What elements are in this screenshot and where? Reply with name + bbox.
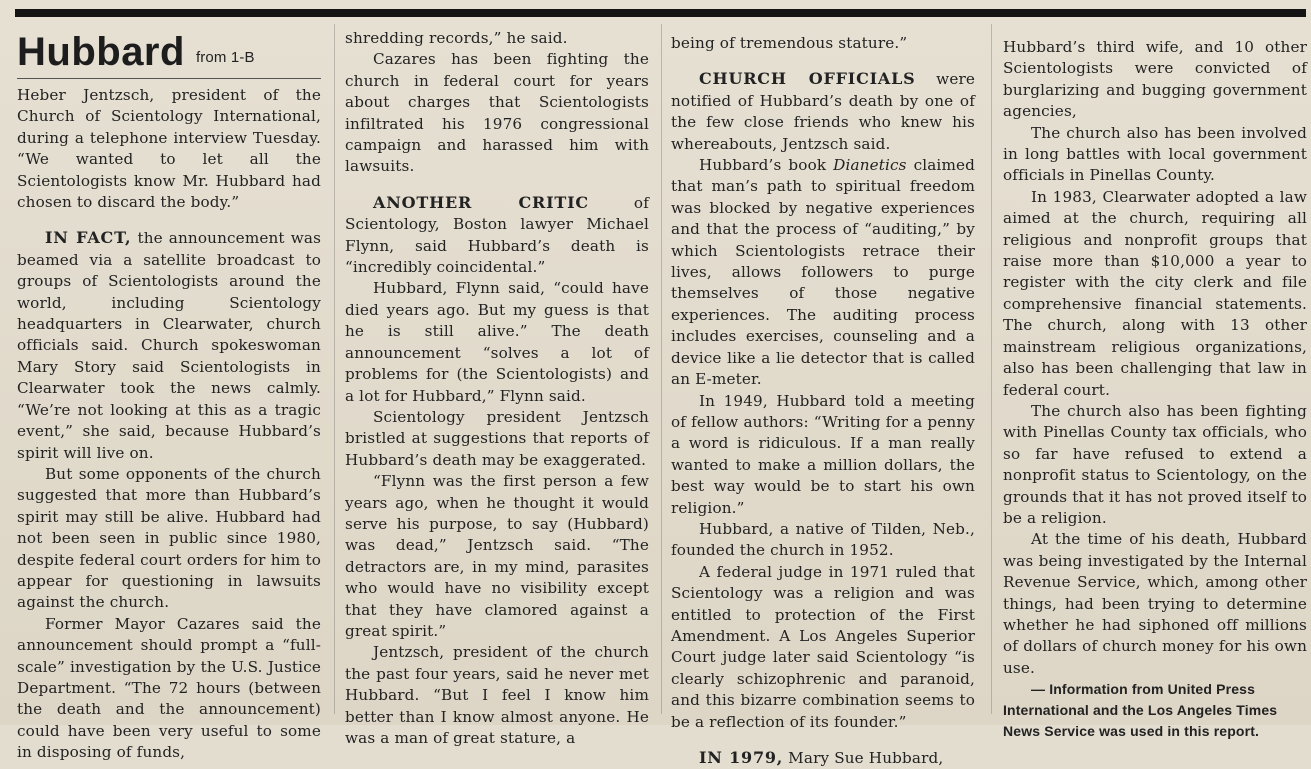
paragraph: Cazares has been fighting the church in federal court for years about charges that Scientologists infiltrated his 1976 congressional campaign and harassed him with lawsuits. <box>345 50 649 176</box>
paragraph: In 1983, Clearwater adopted a law aimed at the church, requiring all religious and nonprofit groups that raise more than $10,000 a year to register with the city clerk and file comprehensive financial statements. The church, along with 13 other mainstream religious organizations, also has been challenging that law in federal court. <box>1003 187 1307 399</box>
column-divider <box>991 24 992 714</box>
paragraph: IN 1979, Mary Sue Hubbard, <box>699 748 944 767</box>
top-rule <box>15 9 1306 17</box>
paragraph: Hubbard’s book Dianetics claimed that man’s path to spiritual freedom was blocked by negative experiences and that the process of “auditing,” by which Scientologists retrace their lives, allows followers to purge themselves of those negative experiences. The auditing process includes exercises, counseling and a device like a lie detector that is called an E-meter. <box>671 156 975 389</box>
lead-in: IN FACT, <box>45 228 132 248</box>
book-title: Dianetics <box>833 156 907 175</box>
paragraph: Heber Jentzsch, president of the Church of Scientology International, during a telephone interview Tuesday. “We wanted to let all the Scientologists know Mr. Hubbard had chosen to discard the body.” <box>17 86 321 212</box>
paragraph: Former Mayor Cazares said the announcement should prompt a “full-scale” investigation by the U.S. Justice Department. “The 72 hours (between the death and the announcement) could have been very useful to some in disposing of funds, <box>17 614 321 762</box>
column-1 <box>17 28 321 764</box>
column-divider <box>661 24 662 714</box>
paragraph: ANOTHER CRITIC of Scientology, Boston lawyer Michael Flynn, said Hubbard’s death is “incredibly coincidental.” <box>345 192 649 277</box>
lead-in: IN 1979, <box>699 748 784 767</box>
paragraph: Jentzsch, president of the church the past four years, said he never met Hubbard. “But I feel I know him better than I know almost anyone. He was a man of great stature, a <box>345 643 649 747</box>
paragraph: IN FACT, the announcement was beamed via a satellite broadcast to groups of Scientologists around the world, including Scientology headquarters in Clearwater, church officials said. Church spokeswoman Mary Story said Scientologists in Clearwater took the news calmly. “We’re not looking at this as a tragic event,” she said, because Hubbard’s spirit will live on. <box>17 228 322 462</box>
paragraph: But some opponents of the church suggested that more than Hubbard’s spirit may still be alive. Hubbard had not been seen in public since 1980, despite federal court orders for him to appear for questioning in lawsuits against the church. <box>17 464 321 612</box>
headline-jump: from 1-B <box>195 48 255 66</box>
paragraph: A federal judge in 1971 ruled that Scientology was a religion and was entitled to protection of the First Amendment. A Los Angeles Superior Court judge later said Scientology “is clearly schizophrenic and paranoid, and this bizarre combination seems to be a reflection of its founder.” <box>671 562 975 731</box>
paragraph: The church also has been fighting with Pinellas County tax officials, who so far have refused to extend a nonprofit status to Scientology, on the grounds that it has not proved itself to be a religion. <box>1003 401 1307 527</box>
paragraph: Hubbard, Flynn said, “could have died years ago. But my guess is that he is still alive.” The death announcement “solves a lot of problems for (the Scientologists) and a lot for Hubbard,” Flynn said. <box>345 279 649 405</box>
paragraph: being of tremendous stature.” <box>671 34 908 52</box>
paragraph: At the time of his death, Hubbard was being investigated by the Internal Revenue Service, which, among other things, had been trying to determine whether he had siphoned off millions of dollars of church money for his own use. <box>1003 530 1307 677</box>
paragraph: In 1949, Hubbard told a meeting of fellow authors: “Writing for a penny a word is ridiculous. If a man really wanted to make a million dollars, the best way would be to start his own religion.” <box>671 391 975 517</box>
column-3 <box>671 33 975 769</box>
paragraph: Scientology president Jentzsch bristled at suggestions that reports of Hubbard’s death may be exaggerated. <box>345 407 649 469</box>
paragraph: shredding records,” he said. <box>345 29 568 47</box>
paragraph: “Flynn was the first person a few years ago, when he thought it would serve his purpose, to say (Hubbard) was dead,” Jentzsch said. “The detractors are, in my mind, parasites who would have no visibility except that they have clamored against a great spirit.” <box>345 472 649 640</box>
paragraph: Hubbard’s third wife, and 10 other Scientologists were convicted of burglarizing and bugging government agencies, <box>1003 38 1307 121</box>
headline-title: Hubbard <box>17 30 185 74</box>
lead-in: CHURCH OFFICIALS <box>699 69 916 89</box>
headline <box>17 28 321 79</box>
column-divider <box>334 24 335 714</box>
source-credit: — Information from United Press International and the Los Angeles Times News Service was used in this report. <box>1003 681 1278 740</box>
paragraph: The church also has been involved in long battles with local government officials in Pinellas County. <box>1003 123 1307 185</box>
column-2 <box>345 28 649 749</box>
column-4 <box>1003 37 1307 742</box>
lead-in: ANOTHER CRITIC <box>373 192 589 212</box>
paragraph: CHURCH OFFICIALS were notified of Hubbard’s death by one of the few close friends who knew his whereabouts, Jentzsch said. <box>671 69 976 153</box>
paragraph: Hubbard, a native of Tilden, Neb., founded the church in 1952. <box>671 519 975 560</box>
